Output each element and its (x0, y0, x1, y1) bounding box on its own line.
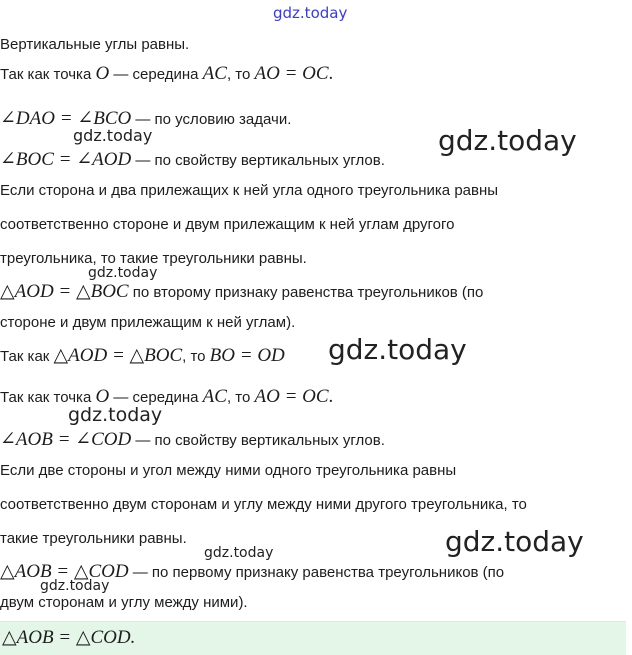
watermark-top: gdz.today (273, 4, 348, 22)
line-5 (0, 182, 498, 199)
text: треугольника, то такие треугольники равны. (0, 250, 307, 267)
text: — по первому признаку равенства треугольников (по (128, 564, 505, 581)
math: △AOD = △BOC (0, 281, 129, 302)
math: O (95, 63, 110, 84)
watermark: gdz.today (73, 126, 153, 145)
text: , то (226, 66, 255, 83)
line-12 (0, 428, 385, 451)
watermark: gdz.today (328, 333, 467, 366)
answer-box (0, 621, 626, 655)
math: AC (202, 63, 227, 84)
math: ∠BOC = ∠AOD (0, 149, 132, 170)
text: Так как точка (0, 66, 96, 83)
text: — середина (109, 389, 203, 406)
line-11 (0, 386, 333, 408)
line-9 (0, 314, 295, 331)
line-14 (0, 496, 527, 513)
line-1 (0, 36, 189, 53)
text: — по свойству вертикальных углов. (131, 152, 385, 169)
math: BO = OD (209, 345, 285, 366)
text: двум сторонам и углу между ними). (0, 594, 248, 611)
watermark: gdz.today (204, 545, 274, 561)
math: △AOD = △BOC (53, 345, 183, 366)
text: такие треугольники равны. (0, 530, 187, 547)
text: , то (182, 348, 210, 365)
math: △AOB = △COD (0, 561, 129, 582)
watermark: gdz.today (68, 404, 163, 426)
text: Вертикальные углы равны. (0, 36, 190, 53)
text: стороне и двум прилежащим к ней углам). (0, 314, 296, 331)
line-10 (0, 344, 285, 367)
line-6 (0, 216, 454, 233)
line-17 (0, 594, 248, 611)
math: ∠DAO = ∠BCO (0, 108, 132, 129)
watermark: gdz.today (438, 124, 577, 157)
math: ∠AOB = ∠COD (0, 429, 132, 450)
watermark: gdz.today (445, 525, 584, 558)
text: Так как точка (0, 389, 96, 406)
text: Если две стороны и угол между ними одного треугольника равны (0, 462, 457, 479)
text: Если сторона и два прилежащих к ней угла одного треугольника равны (0, 182, 499, 199)
text: — середина (109, 66, 203, 83)
line-4 (0, 148, 385, 171)
line-13 (0, 462, 456, 479)
line-2 (0, 63, 333, 85)
watermark: gdz.today (40, 578, 110, 594)
line-15 (0, 530, 187, 547)
text: по второму признаку равенства треугольников (по (128, 284, 484, 301)
line-8 (0, 280, 483, 303)
text: — по условию задачи. (131, 111, 292, 128)
math: AO = OC (254, 63, 329, 84)
watermark: gdz.today (88, 265, 158, 281)
math: AC (202, 386, 227, 407)
text: соответственно стороне и двум прилежащим к ней углам другого (0, 216, 455, 233)
text: , то (226, 389, 255, 406)
answer-text: △AOB = △COD. (2, 627, 136, 648)
math: . (328, 63, 334, 84)
text: соответственно двум сторонам и углу между ними другого треугольника, то (0, 496, 527, 513)
math: O (95, 386, 110, 407)
text: — по свойству вертикальных углов. (131, 432, 385, 449)
text: Так как (0, 348, 54, 365)
math: AO = OC (254, 386, 329, 407)
math: . (328, 386, 334, 407)
